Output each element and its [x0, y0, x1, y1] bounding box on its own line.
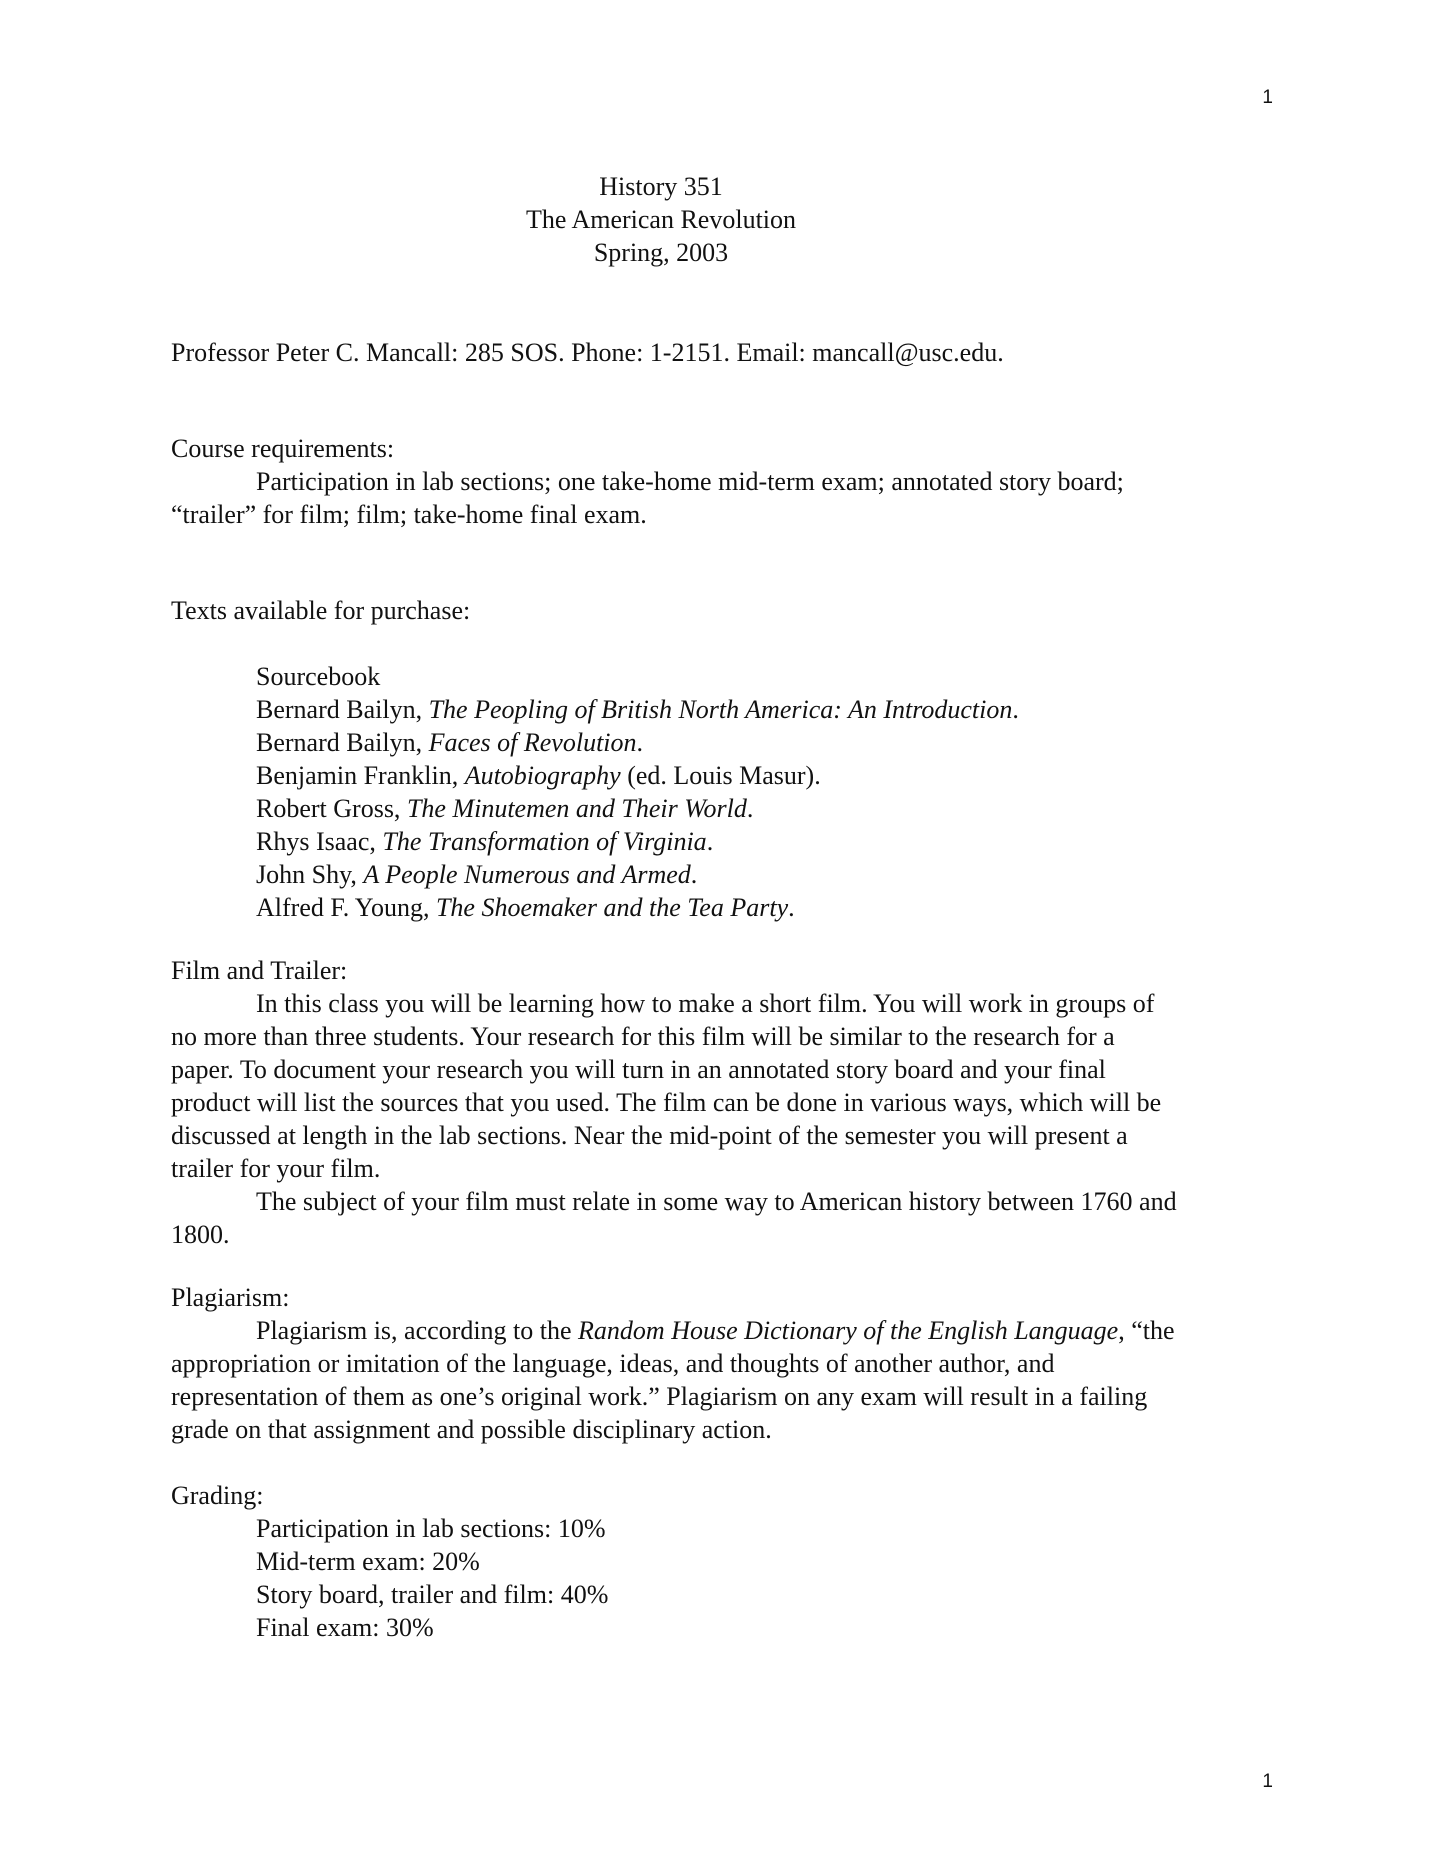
- dictionary-title: Random House Dictionary of the English Language: [578, 1316, 1119, 1345]
- plagiarism-line: grade on that assignment and possible disciplinary action.: [171, 1415, 772, 1444]
- requirements-line-2: “trailer” for film; film; take-home final exam.: [171, 500, 647, 529]
- text-item: Sourcebook: [256, 662, 381, 691]
- film-line: trailer for your film.: [171, 1154, 381, 1183]
- book-title: Faces of Revolution: [428, 728, 637, 757]
- text-item: Rhys Isaac, The Transformation of Virginia.: [256, 827, 714, 856]
- requirements-line-1: Participation in lab sections; one take-home mid-term exam; annotated story board;: [256, 467, 1124, 496]
- film-line: paper. To document your research you will turn in an annotated story board and your final: [171, 1055, 1106, 1084]
- book-title: A People Numerous and Armed: [363, 860, 691, 889]
- texts-section: [171, 594, 1271, 924]
- page-number-bottom: 1: [1262, 1771, 1273, 1792]
- page-number-top: 1: [1262, 87, 1273, 108]
- plagiarism-heading: Plagiarism:: [171, 1283, 290, 1312]
- text-item: Bernard Bailyn, The Peopling of British North America: An Introduction.: [256, 695, 1019, 724]
- film-line: In this class you will be learning how to make a short film. You will work in groups of: [256, 989, 1155, 1018]
- professor-line: Professor Peter C. Mancall: 285 SOS. Phone: 1-2151. Email: mancall@usc.edu.: [171, 338, 1004, 367]
- course-title: The American Revolution: [525, 205, 797, 234]
- text-item: Benjamin Franklin, Autobiography (ed. Louis Masur).: [256, 761, 821, 790]
- grading-item: Mid-term exam: 20%: [256, 1547, 480, 1576]
- grading-item: Story board, trailer and film: 40%: [256, 1580, 609, 1609]
- plagiarism-line: appropriation or imitation of the language, ideas, and thoughts of another author, and: [171, 1349, 1055, 1378]
- film-line: product will list the sources that you used. The film can be done in various ways, which will be: [171, 1088, 1162, 1117]
- book-title: The Peopling of British North America: An Introduction: [428, 695, 1013, 724]
- film-heading: Film and Trailer:: [171, 956, 348, 985]
- text-item: Alfred F. Young, The Shoemaker and the Tea Party.: [256, 893, 795, 922]
- plagiarism-line: representation of them as one’s original work.” Plagiarism on any exam will result in a failing: [171, 1382, 1148, 1411]
- book-title: The Shoemaker and the Tea Party: [435, 893, 789, 922]
- book-title: Autobiography: [464, 761, 621, 790]
- course-number: History 351: [599, 172, 723, 201]
- book-title: The Minutemen and Their World: [406, 794, 747, 823]
- texts-heading: Texts available for purchase:: [171, 596, 471, 625]
- course-term: Spring, 2003: [593, 238, 729, 267]
- course-header: [0, 170, 1322, 269]
- plagiarism-line: Plagiarism is, according to the Random House Dictionary of the English Language, “the: [256, 1316, 1175, 1345]
- grading-heading: Grading:: [171, 1481, 264, 1510]
- film-line: no more than three students. Your research for this film will be similar to the research for a: [171, 1022, 1115, 1051]
- film-section: [171, 954, 1271, 1251]
- text-item: Robert Gross, The Minutemen and Their World.: [256, 794, 754, 823]
- book-title: The Transformation of Virginia: [382, 827, 707, 856]
- requirements-heading: Course requirements:: [171, 434, 395, 463]
- grading-section: [171, 1479, 1271, 1644]
- grading-item: Final exam: 30%: [256, 1613, 434, 1642]
- plagiarism-section: [171, 1281, 1271, 1446]
- film-line: The subject of your film must relate in some way to American history between 1760 and: [256, 1187, 1177, 1216]
- grading-item: Participation in lab sections: 10%: [256, 1514, 606, 1543]
- requirements-section: [171, 432, 1271, 531]
- film-line: 1800.: [171, 1220, 230, 1249]
- text-item: John Shy, A People Numerous and Armed.: [256, 860, 698, 889]
- text-item: Bernard Bailyn, Faces of Revolution.: [256, 728, 644, 757]
- professor-info: [171, 336, 1271, 369]
- film-line: discussed at length in the lab sections. Near the mid-point of the semester you will present a: [171, 1121, 1128, 1150]
